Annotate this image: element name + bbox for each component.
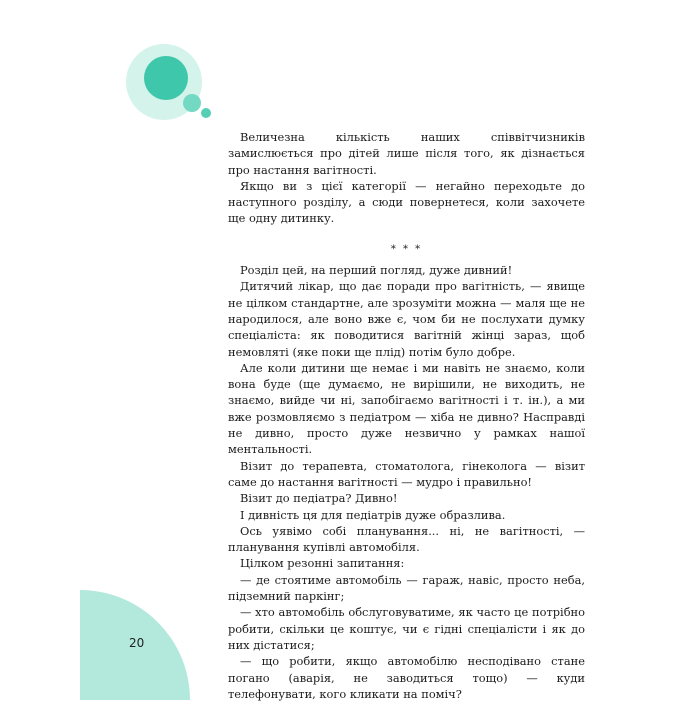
body-text [228,129,585,702]
paragraph: Величезна кількість наших співвітчизників замислюється про дітей лише після того, як дізнається про настання вагітності. [228,130,585,177]
paragraph: Візит до педіатра? Дивно! [240,491,398,506]
section-separator: * * * [390,243,423,255]
paragraph: Цілком резонні запитання: [240,556,405,571]
list-item: — хто автомобіль обслуговуватиме, як часто це потрібно робити, скільки це коштує, чи є гідні спеціалісти і як до них дістатися; [228,605,585,652]
list-item: — де стоятиме автомобіль — гараж, навіс, просто неба, підземний паркінг; [228,572,585,604]
decorative-teal-circle [144,56,188,100]
decorative-dot-small [201,108,211,118]
paragraph: Розділ цей, на перший погляд, дуже дивний! [240,263,513,278]
paragraph: Візит до терапевта, стоматолога, гінеколога — візит саме до настання вагітності — мудро і правильно! [228,458,585,489]
paragraph: І дивність ця для педіатрів дуже образлива. [240,507,506,522]
paragraph: Але коли дитини ще немає і ми навіть не знаємо, коли вона буде (ще думаємо, не вирішили, не виходить, не знаємо, вийде чи ні, запобігаємо вагітності і т. ін.), а ми вже розмовляємо з педіатром — хіба не дивно? Насправді не дивно, просто дуже незвично у рамках нашої ментальності. [228,360,585,457]
paragraph: Дитячий лікар, що дає поради про вагітність, — явище не цілком стандартне, але зрозуміти можна — маля ще не народилося, але воно вже є, чом би не послухати думку спеціаліста: як поводитися вагітній жінці зараз, щоб немовляті (яке поки ще плід) потім було добре. [228,279,585,359]
decorative-dot-large [183,94,201,112]
list-item: — що робити, якщо автомобілю несподівано стане погано (аварія, не заводиться тощо) — куди телефонувати, кого кликати на поміч? [228,654,585,701]
paragraph: Якщо ви з цієї категорії — негайно переходьте до наступного розділу, а сюди повернетеся, коли захочете ще одну дитинку. [228,178,585,226]
page-number: 20 [129,636,145,650]
paragraph: Ось уявімо собі планування... ні, не вагітності, — планування купівлі автомобіля. [228,523,585,555]
